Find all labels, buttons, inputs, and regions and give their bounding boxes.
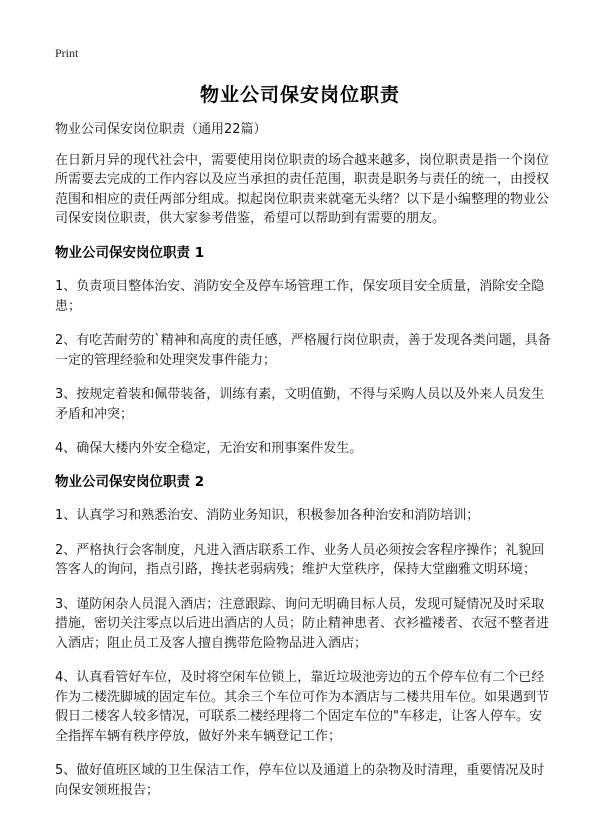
section-2-item-1: 1、认真学习和熟悉治安、消防业务知识，积极参加各种治安和消防培训； (55, 508, 480, 523)
section-1-item-4: 4、确保大楼内外安全稳定，无治安和刑事案件发生。 (55, 441, 363, 456)
section-2-item-2: 2、严格执行会客制度，凡进入酒店联系工作、业务人员必须按会客程序操作；礼貌回答客人的询问，指点引路，搀扶老弱病残；维护大堂秩序，保持大堂幽雅文明环境； (55, 542, 545, 577)
section-2-item-3: 3、谨防闲杂人员混入酒店；注意跟踪、询问无明确目标人员，发现可疑情况及时采取措施，密切关注零点以后进出酒店的人员；防止精神患者、衣衫褴褛者、衣冠不整者进入酒店；阻止员工及客人擅自携带危险物品进入酒店； (55, 596, 550, 651)
section-1-item-3: 3、按规定着装和佩带装备，训练有素，文明值勤，不得与采购人员以及外来人员发生矛盾和冲突； (55, 387, 545, 422)
print-label[interactable]: Print (55, 46, 79, 60)
document-subtitle: 物业公司保安岗位职责（通用22篇） (55, 122, 267, 137)
section-2-item-5: 5、做好值班区域的卫生保洁工作，停车位以及通道上的杂物及时清理，重要情况及时向保安领班报告； (55, 763, 545, 798)
section-1-item-2: 2、有吃苦耐劳的`精神和高度的责任感，严格履行岗位职责，善于发现各类问题，具备一定的管理经验和处理突发事件能力； (55, 333, 551, 368)
section-2-item-4: 4、认真看管好车位，及时将空闲车位锁上，靠近垃圾池旁边的五个停车位有二个已经作为二楼洗脚城的固定车位。其余三个车位可作为本酒店与二楼共用车位。如果遇到节假日二楼客人较多情况，可联系二楼经理将二个固定车位的"车移走，让客人停车。安全指挥车辆有秩序停放，做好外来车辆登记工作； (55, 670, 550, 744)
page-title: 物业公司保安岗位职责 (199, 84, 400, 106)
intro-paragraph: 在日新月异的现代社会中，需要使用岗位职责的场合越来越多，岗位职责是指一个岗位所需要去完成的工作内容以及应当承担的责任范围，职责是职务与责任的统一，由授权范围和相应的责任两部分组成。拟起岗位职责来就毫无头绪？以下是小编整理的物业公司保安岗位职责，供大家参考借鉴，希望可以帮助到有需要的朋友。 (55, 152, 550, 226)
section-heading-1: 物业公司保安岗位职责 1 (55, 244, 205, 261)
section-heading-2: 物业公司保安岗位职责 2 (55, 473, 205, 490)
section-1-item-1: 1、负责项目整体治安、消防安全及停车场管理工作，保安项目安全质量，消除安全隐患； (55, 279, 545, 314)
document-body (55, 120, 553, 815)
